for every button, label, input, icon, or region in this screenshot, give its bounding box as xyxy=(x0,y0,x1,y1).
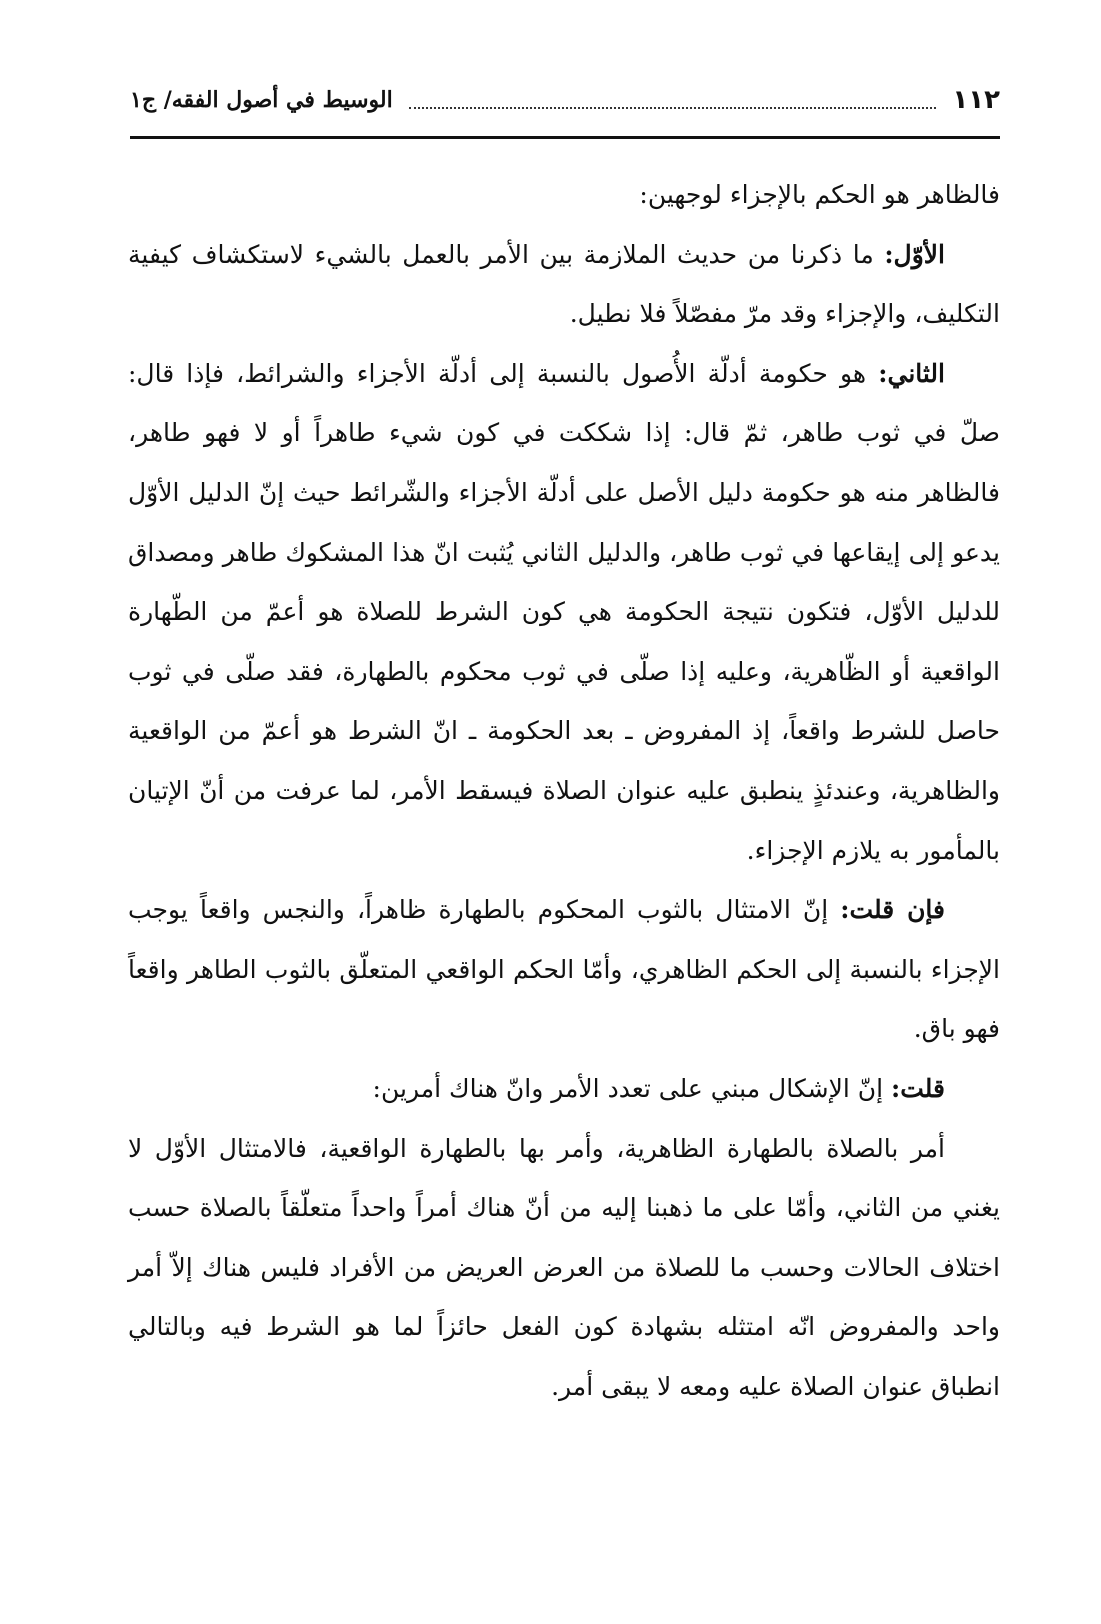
paragraph-text: ما ذكرنا من حديث الملازمة بين الأمر بالعمل بالشيء لاستكشاف كيفية التكليف، والإجزاء وقد مرّ مفصّلاً فلا نطيل. xyxy=(128,239,1000,329)
paragraph-second-reason xyxy=(128,344,1000,880)
header-dotted-leader xyxy=(409,107,937,109)
paragraph-objection xyxy=(128,880,1000,1059)
header-rule xyxy=(130,136,1000,139)
page-number: ١١٢ xyxy=(952,85,1000,115)
running-header xyxy=(130,80,1000,120)
paragraph-text: إنّ الامتثال بالثوب المحكوم بالطهارة ظاهراً، والنجس واقعاً يوجب الإجزاء بالنسبة إلى الحكم الظاهري، وأمّا الحكم الواقعي المتعلّق بالثوب الطاهر واقعاً فهو باق. xyxy=(128,895,1000,1044)
paragraph-lead: قلت: xyxy=(890,1073,945,1103)
paragraph-text: أمر بالصلاة بالطهارة الظاهرية، وأمر بها بالطهارة الواقعية، فالامتثال الأوّل لا يغني من الثاني، وأمّا على ما ذهبنا إليه من أنّ هناك أمراً واحداً متعلّقاً بالصلاة حسب اختلاف الحالات وحسب ما للصلاة من العرض العريض من الأفراد فليس هناك إلاّ أمر واحد والمفروض انّه امتثله بشهادة كون الفعل حائزاً لما هو الشرط فيه وبالتالي انطباق عنوان الصلاة عليه ومعه لا يبقى أمر. xyxy=(128,1133,1000,1401)
paragraph-text: إنّ الإشكال مبني على تعدد الأمر وانّ هناك أمرين: xyxy=(372,1073,891,1103)
body-text xyxy=(128,165,1000,1416)
paragraph-text: هو حكومة أدلّة الأُصول بالنسبة إلى أدلّة الأجزاء والشرائط، فإذا قال: صلّ في ثوب طاهر، ثمّ قال: إذا شككت في كون شيء طاهراً أو لا فهو طاهر، فالظاهر منه هو حكومة دليل الأصل على أدلّة الأجزاء والشّرائط حيث إنّ الدليل الأوّل يدعو إلى إيقاعها في ثوب طاهر، والدليل الثاني يُثبت انّ هذا المشكوك طاهر ومصداق للدليل الأوّل، فتكون نتيجة الحكومة هي كون الشرط للصلاة هو أعمّ من الطّهارة الواقعية أو الظّاهرية، وعليه إذا صلّى في ثوب محكوم بالطهارة، فقد صلّى في ثوب حاصل للشرط واقعاً، إذ المفروض ـ بعد الحكومة ـ انّ الشرط هو أعمّ من الواقعية والظاهرية، وعندئذٍ ينطبق عليه عنوان الصلاة فيسقط الأمر، لما عرفت من أنّ الإتيان بالمأمور به يلازم الإجزاء. xyxy=(128,358,1000,865)
paragraph-intro xyxy=(128,165,1000,225)
paragraph-lead: الأوّل: xyxy=(884,239,945,269)
paragraph-reply-continued xyxy=(128,1119,1000,1417)
book-title: الوسيط في أصول الفقه/ ج١ xyxy=(130,87,393,113)
paragraph-first-reason xyxy=(128,225,1000,344)
paragraph-text: فالظاهر هو الحكم بالإجزاء لوجهين: xyxy=(639,180,1000,209)
paragraph-lead: فإن قلت: xyxy=(840,895,945,925)
paragraph-reply xyxy=(128,1059,1000,1119)
paragraph-lead: الثاني: xyxy=(878,358,945,388)
